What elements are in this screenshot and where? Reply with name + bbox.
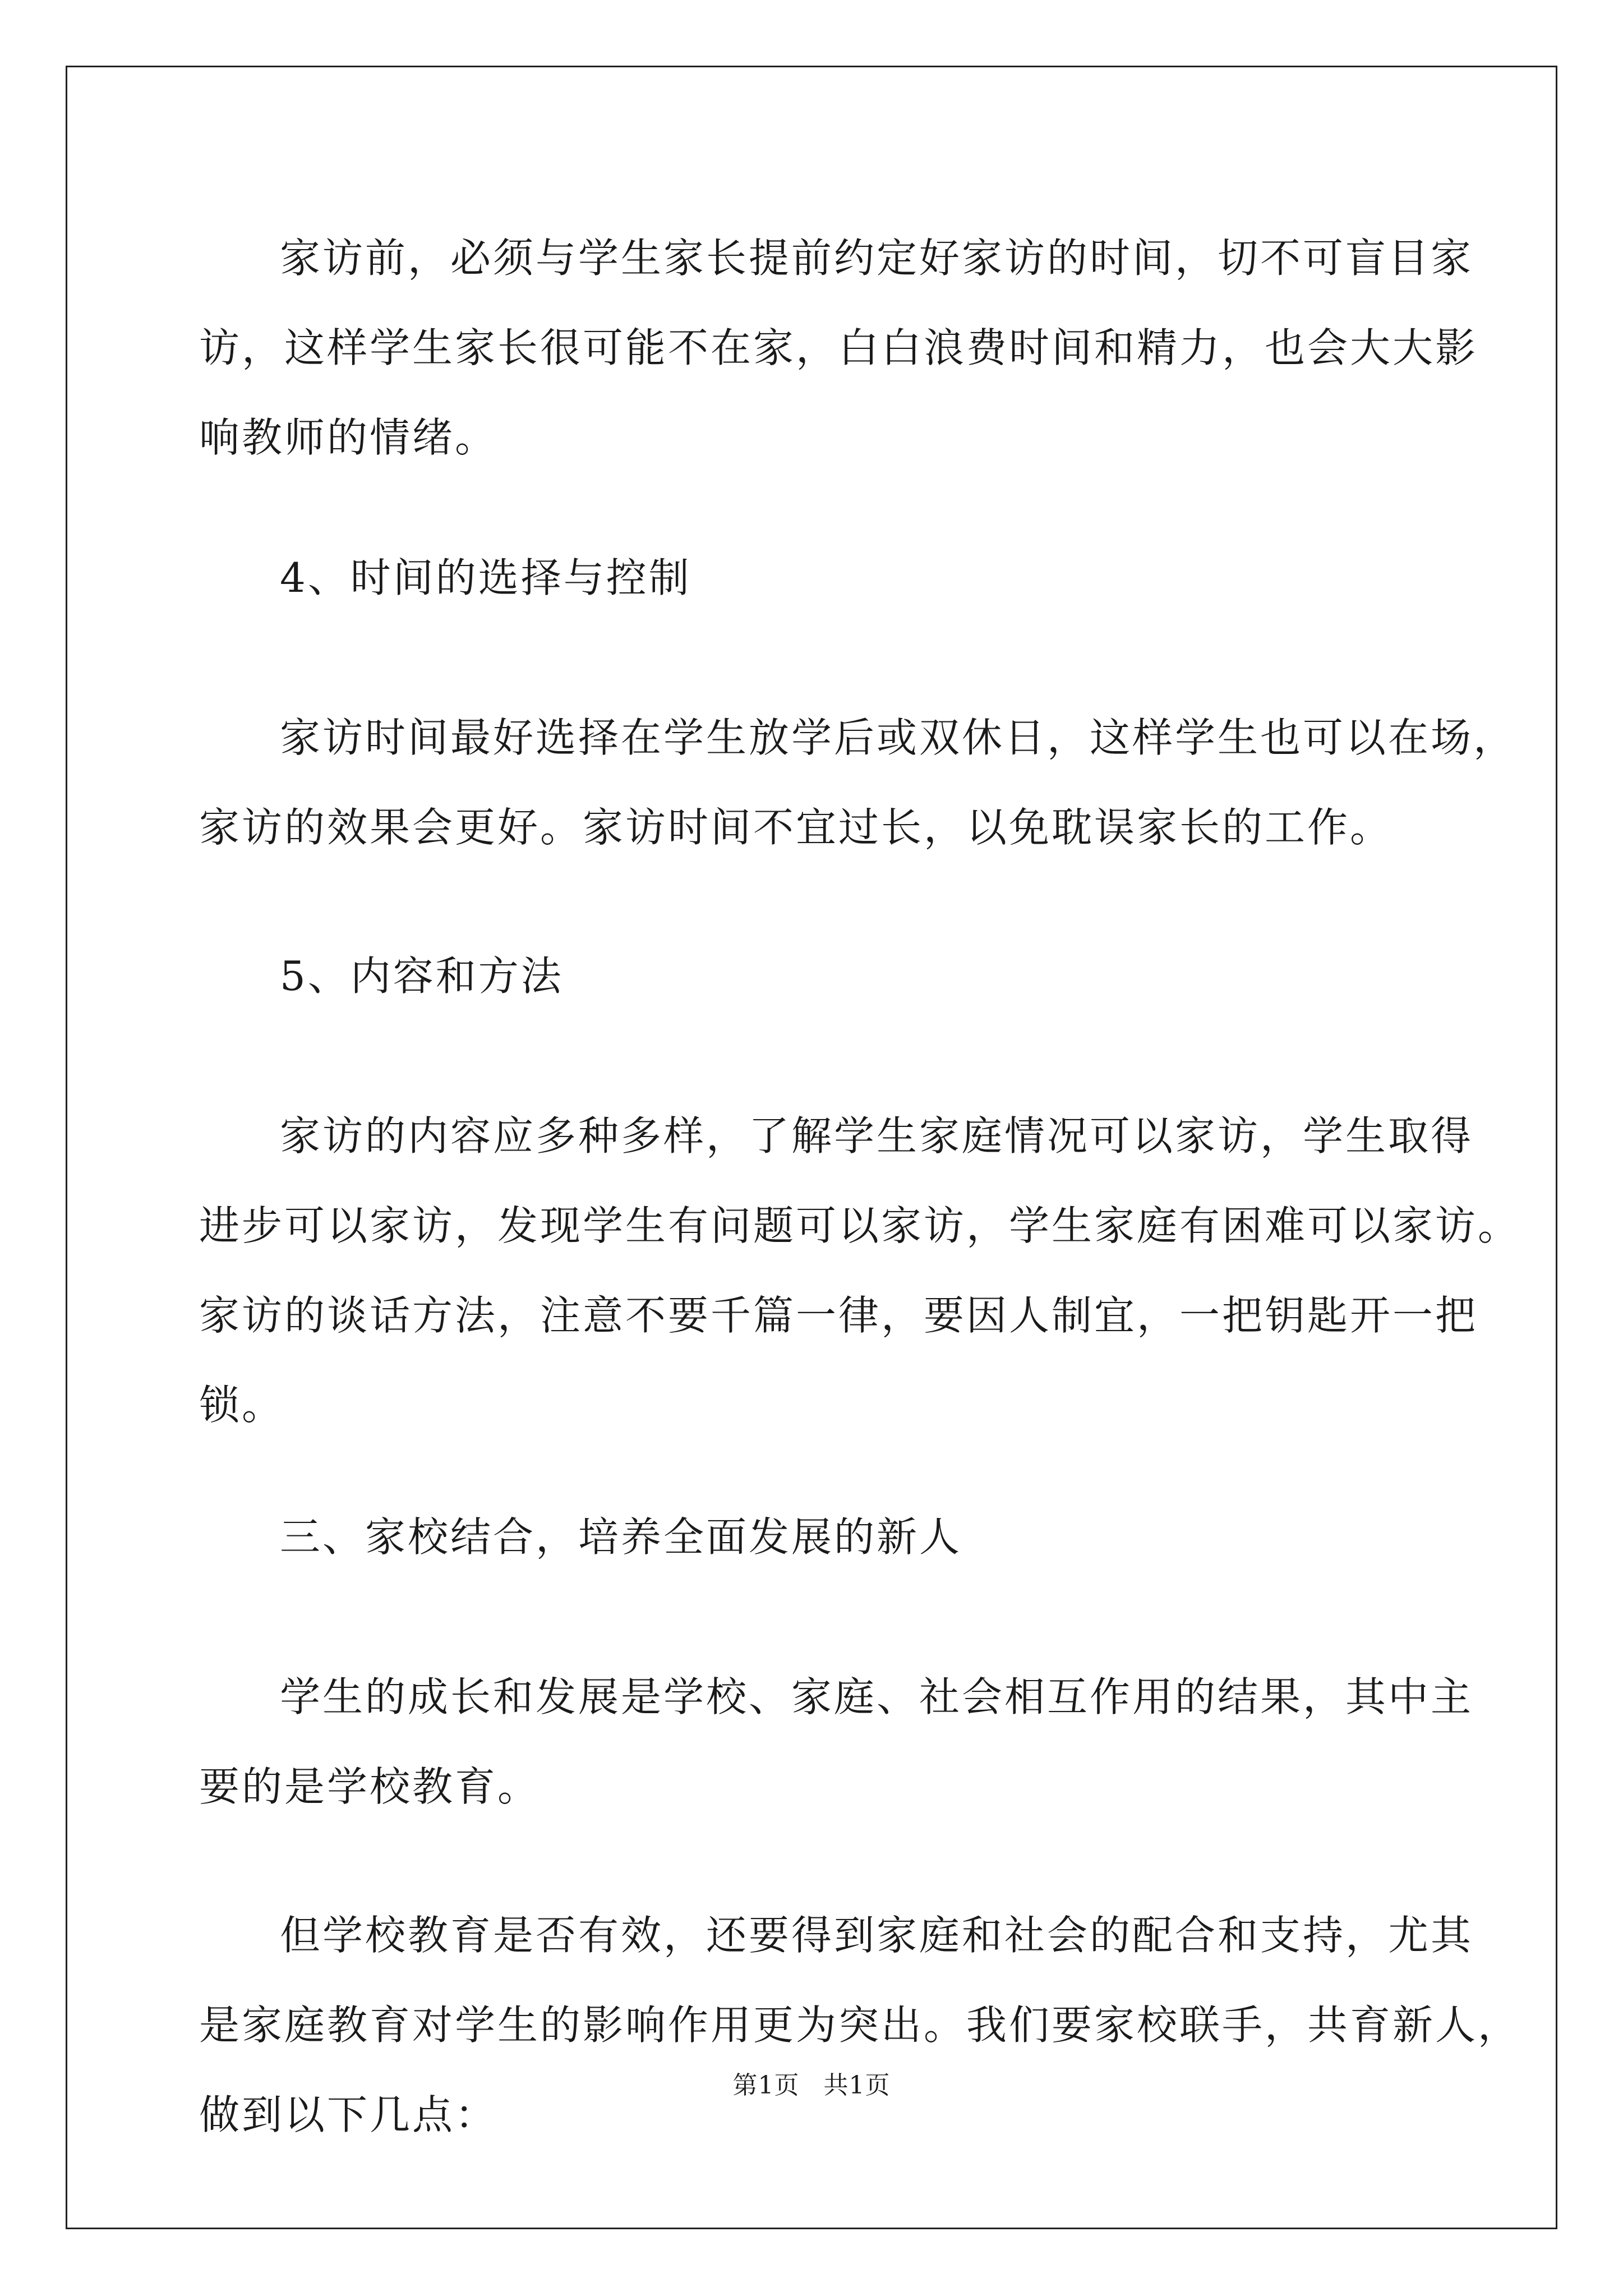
text-line: 学生的成长和发展是学校、家庭、社会相互作用的结果，其中主 <box>280 1673 1474 1720</box>
paragraph-home-visit-appointment <box>199 213 1478 482</box>
section-heading: 5、内容和方法 <box>280 953 564 1000</box>
paragraph-visit-timing <box>199 693 1516 872</box>
paragraph-visit-content <box>199 1091 1521 1450</box>
paragraph-family-support <box>199 1890 1521 2160</box>
text-line: 家访的效果会更好。家访时间不宜过长，以免耽误家长的工作。 <box>199 804 1393 851</box>
page-number-total: 共1页 <box>823 2071 891 2100</box>
text-line: 要的是学校教育。 <box>199 1763 541 1810</box>
text-line: 家访的内容应多种多样，了解学生家庭情况可以家访，学生取得 <box>280 1112 1474 1159</box>
text-line: 做到以下几点： <box>199 2091 498 2138</box>
section-heading: 4、时间的选择与控制 <box>280 554 691 601</box>
text-line: 家访前，必须与学生家长提前约定好家访的时间，切不可盲目家 <box>280 234 1474 282</box>
heading-time-selection <box>199 533 1423 623</box>
text-line: 访，这样学生家长很可能不在家，白白浪费时间和精力，也会大大影 <box>199 324 1478 371</box>
text-line: 家访的谈话方法，注意不要千篇一律，要因人制宜，一把钥匙开一把 <box>199 1292 1478 1339</box>
section-heading: 三、家校结合，培养全面发展的新人 <box>280 1513 962 1561</box>
page-number-current: 第1页 <box>732 2071 800 2100</box>
text-line: 锁。 <box>199 1382 285 1429</box>
text-line: 家访时间最好选择在学生放学后或双休日，这样学生也可以在场， <box>280 714 1516 761</box>
heading-home-school-cooperation <box>199 1492 1423 1582</box>
paragraph-student-development <box>199 1652 1474 1832</box>
text-line: 但学校教育是否有效，还要得到家庭和社会的配合和支持，尤其 <box>280 1912 1474 1959</box>
text-line: 进步可以家访，发现学生有问题可以家访，学生家庭有困难可以家访。 <box>199 1202 1521 1249</box>
text-line: 响教师的情绪。 <box>199 414 498 461</box>
page-footer <box>0 2069 1623 2102</box>
heading-content-method <box>199 931 1423 1021</box>
text-line: 是家庭教育对学生的影响作用更为突出。我们要家校联手，共育新人， <box>199 2001 1521 2049</box>
